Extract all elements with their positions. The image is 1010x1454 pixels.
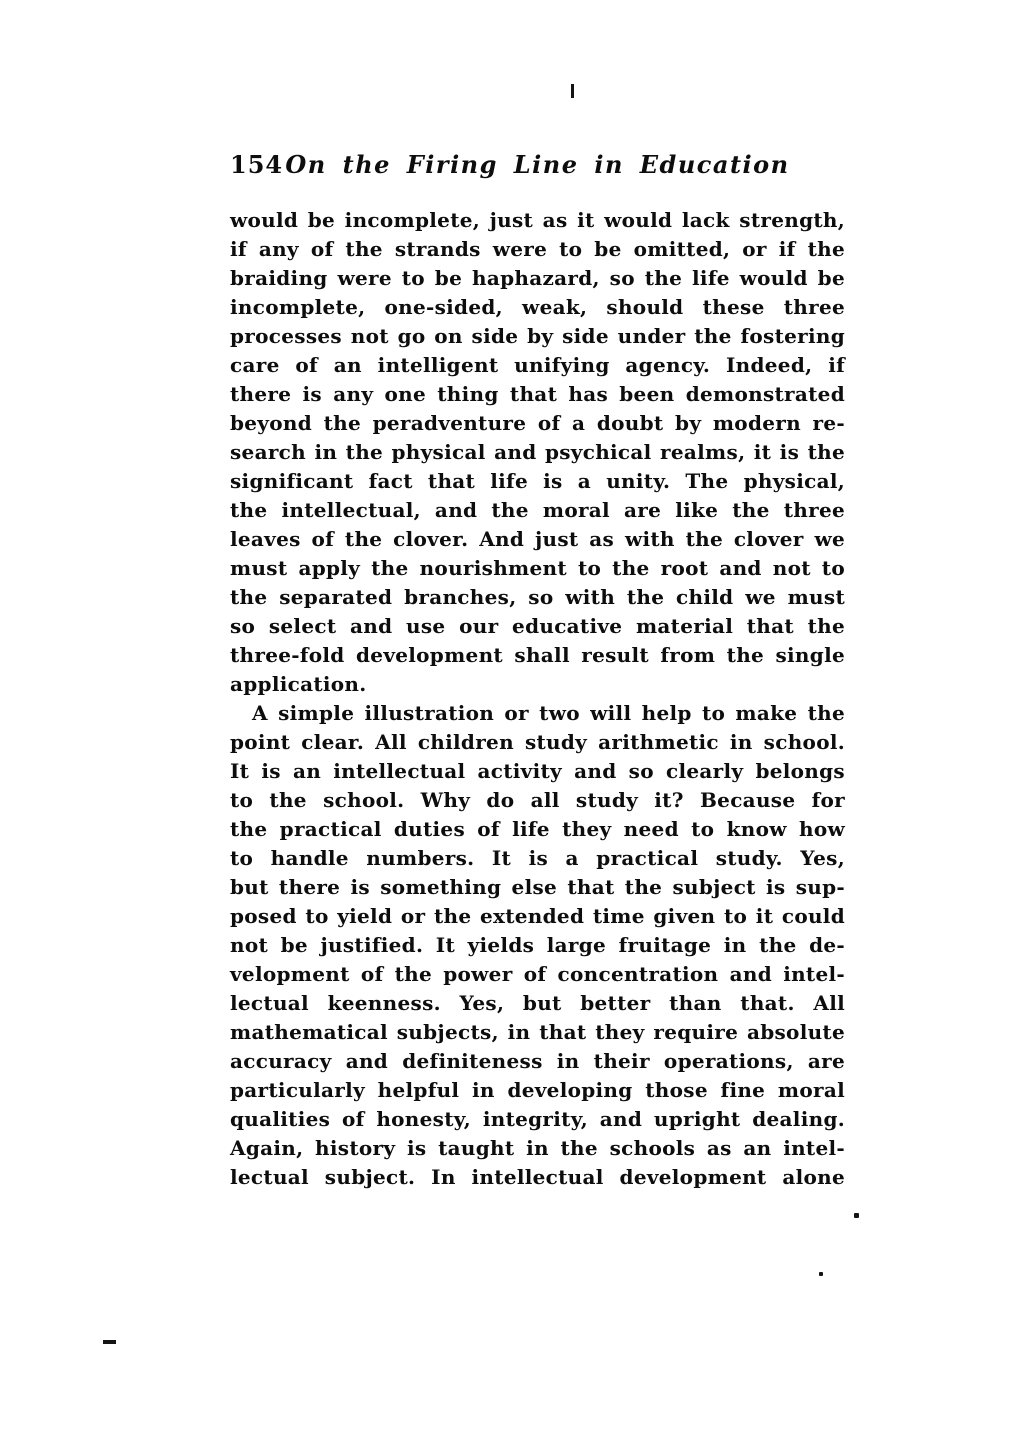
- scan-artifact-speck: [854, 1213, 859, 1218]
- text-line: application.: [230, 672, 367, 696]
- text-line: so select and use our educative material that the: [230, 614, 845, 638]
- text-line: mathematical subjects, in that they require absolute: [230, 1020, 845, 1044]
- text-line: there is any one thing that has been demonstrated: [230, 382, 845, 406]
- body-text: [230, 206, 845, 1192]
- page-header: [230, 150, 845, 182]
- text-line: accuracy and definiteness in their operations, are: [230, 1049, 845, 1073]
- text-line: point clear. All children study arithmetic in school.: [230, 730, 845, 754]
- text-line: particularly helpful in developing those fine moral: [230, 1078, 845, 1102]
- text-line: Again, history is taught in the schools as an intel-: [230, 1136, 845, 1160]
- text-line: three-fold development shall result from the single: [230, 643, 845, 667]
- scan-artifact-dash: [103, 1340, 116, 1344]
- running-head-title: On the Firing Line in Education: [285, 150, 790, 179]
- text-line: beyond the peradventure of a doubt by modern re-: [230, 411, 845, 435]
- text-line: must apply the nourishment to the root and not to: [230, 556, 845, 580]
- paragraph-1: [230, 206, 845, 699]
- text-line: processes not go on side by side under the fostering: [230, 324, 845, 348]
- text-line: the practical duties of life they need to know how: [230, 817, 845, 841]
- text-line: care of an intelligent unifying agency. Indeed, if: [230, 353, 845, 377]
- text-line: but there is something else that the subject is sup-: [230, 875, 845, 899]
- text-line: if any of the strands were to be omitted, or if the: [230, 237, 845, 261]
- text-line: not be justified. It yields large fruitage in the de-: [230, 933, 845, 957]
- text-line: qualities of honesty, integrity, and upright dealing.: [230, 1107, 845, 1131]
- text-line: It is an intellectual activity and so clearly belongs: [230, 759, 845, 783]
- scan-artifact-speck: [819, 1272, 823, 1276]
- page-number: 154: [230, 150, 284, 179]
- text-line: lectual keenness. Yes, but better than that. All: [230, 991, 845, 1015]
- text-line: braiding were to be haphazard, so the life would be: [230, 266, 845, 290]
- text-line: velopment of the power of concentration and intel-: [230, 962, 845, 986]
- scan-artifact-tick: [571, 84, 574, 98]
- text-line: the intellectual, and the moral are like the three: [230, 498, 845, 522]
- text-line: the separated branches, so with the child we must: [230, 585, 845, 609]
- text-line: to handle numbers. It is a practical study. Yes,: [230, 846, 845, 870]
- text-line: to the school. Why do all study it? Because for: [230, 788, 845, 812]
- text-line: significant fact that life is a unity. The physical,: [230, 469, 845, 493]
- text-line: A simple illustration or two will help to make the: [252, 701, 845, 725]
- text-line: incomplete, one-sided, weak, should these three: [230, 295, 845, 319]
- text-line: posed to yield or the extended time given to it could: [230, 904, 845, 928]
- paragraph-2: [230, 699, 845, 1192]
- text-line: search in the physical and psychical realms, it is the: [230, 440, 845, 464]
- text-line: lectual subject. In intellectual development alone: [230, 1165, 845, 1189]
- text-line: would be incomplete, just as it would lack strength,: [230, 208, 845, 232]
- text-line: leaves of the clover. And just as with the clover we: [230, 527, 845, 551]
